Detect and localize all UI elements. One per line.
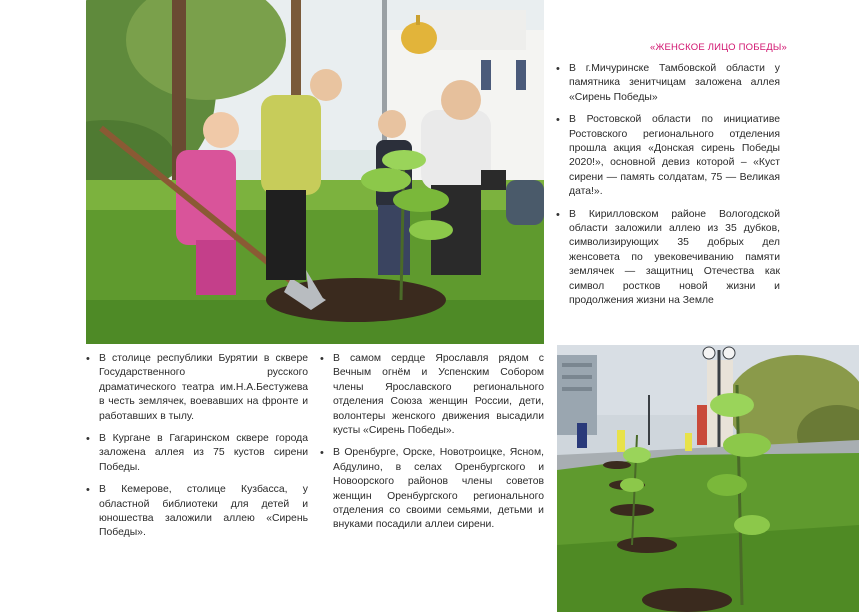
section-tag: «ЖЕНСКОЕ ЛИЦО ПОБЕДЫ» [650,42,787,53]
text-column-right [556,62,780,317]
list-item: • В Оренбурге, Орске, Новотроицке, Ясном, Абдулино, в селах Оренбургского и Новоорского районов члены советов женщин Оренбургского регионального отделения со своими семьями, детьми и внуками посадили аллеи сирени. [320,446,544,532]
list-item: • В Кирилловском районе Вологодской области заложили аллею из 35 дубков, символизирующих 35 добрых дел женсовета по увековечиванию памяти землячек — защитниц Отечества как символ ростков новой жизни и продолжения жизни на Земле [556,208,780,309]
list-item: • В г.Мичуринске Тамбовской области у памятника зенитчицам заложена аллея «Сирень Победы» [556,62,780,105]
sapling-alley-photo [557,345,859,612]
list-item: • В столице республики Бурятии в сквере Государственного русского драматического театра им.Н.А.Бестужева в честь землячек, воевавших на фронте и работавших в тылу. [86,352,308,424]
list-item: • В Ростовской области по инициативе Ростовского регионального отделения прошла акция «Донская сирень Победы 2020!», основной девиз которой – «Куст сирени — память солдатам, 75 — Великая дата!». [556,113,780,199]
list-item: • В самом сердце Ярославля рядом с Вечным огнём и Успенским Собором члены Ярославского регионального отделения Союза женщин России, дети, волонтеры женского движения высадили кусты «Сирень Победы». [320,352,544,438]
list-item: • В Кургане в Гагаринском сквере города заложена аллея из 75 кустов сирени Победы. [86,432,308,475]
list-item: • В Кемерове, столице Кузбасса, у областной библиотеки для детей и юношества заложили аллею «Сирень Победы». [86,483,308,541]
text-column-middle [320,352,544,541]
tree-planting-photo [86,0,544,344]
text-column-left [86,352,308,549]
